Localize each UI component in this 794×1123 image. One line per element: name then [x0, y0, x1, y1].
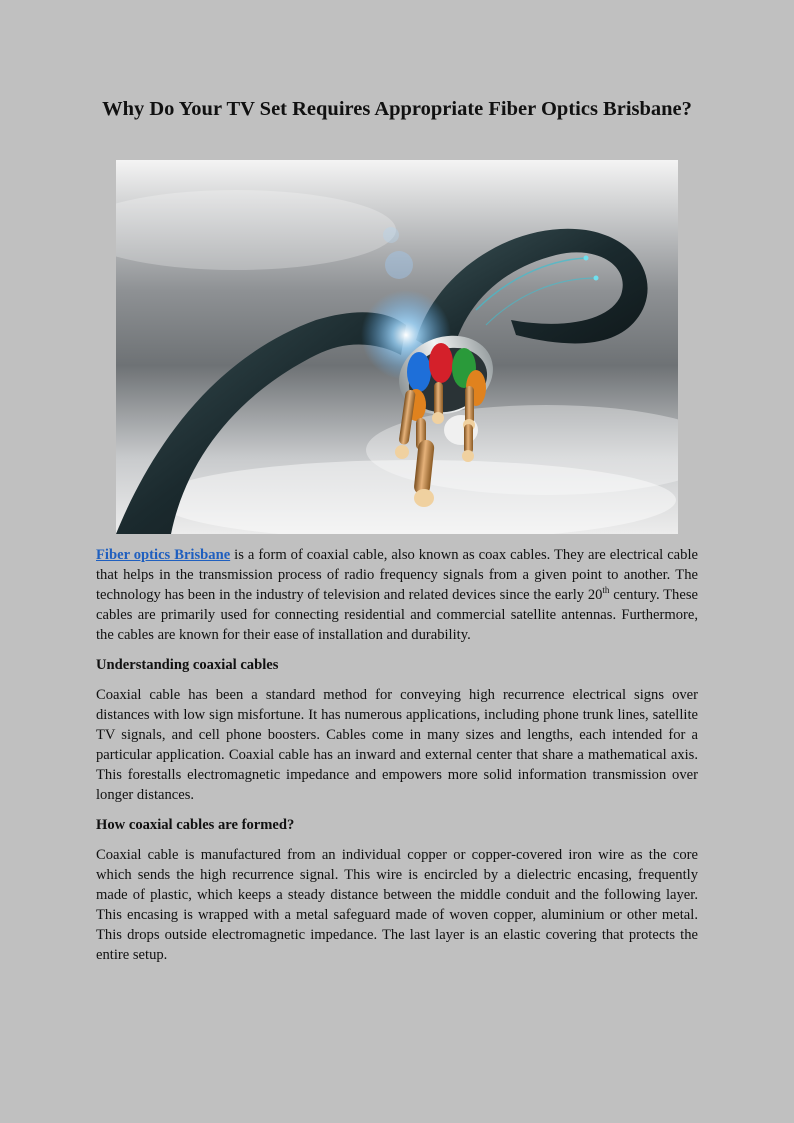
cable-image — [116, 160, 678, 534]
section-paragraph-formation: Coaxial cable is manufactured from an individual copper or copper-covered iron wire as the core which sends the high recurrence signal. This wire is encircled by a dielectric encasing, frequently made of plastic, which keeps a steady distance between the middle conduit and the following layer. This encasing is wrapped with a metal safeguard made of woven copper, aluminium or other metal. This drops outside electromagnetic impedance. The last layer is an elastic covering that protects the entire setup. — [96, 847, 698, 963]
section-paragraph-understanding: Coaxial cable has been a standard method for conveying high recurrence electrical signs over distances with low sign misfortune. It has numerous applications, including phone trunk lines, satellite TV signals, and cell phone boosters. Cables come in many sizes and lengths, each intended for a particular application. Coaxial cable has an inward and external center that share a mathematical axis. This forestalls electromagnetic impedance and empowers more solid information transmission over longer distances. — [96, 687, 698, 803]
intro-paragraph — [96, 545, 698, 645]
intro-text-end: century. These cables are primarily used for connecting residential and commercial satellite antennas. Furthermore, the cables are known for their ease of installation and durability. — [96, 587, 698, 643]
intro-superscript: th — [602, 585, 610, 596]
fiber-optic-cable-illustration — [116, 160, 678, 534]
section-heading-understanding: Understanding coaxial cables — [96, 657, 279, 673]
article-body — [96, 545, 698, 975]
intro-text: is a form of coaxial cable, also known as coax cables. They are electrical cable that helps in the transmission process of radio frequency signals from a given point to another. The technology has been in the industry of television and related devices since the early 20 — [96, 547, 698, 603]
page-title: Why Do Your TV Set Requires Appropriate Fiber Optics Brisbane? — [102, 98, 692, 120]
fiber-optics-brisbane-link[interactable]: Fiber optics Brisbane — [96, 547, 231, 563]
section-heading-formation: How coaxial cables are formed? — [96, 817, 295, 833]
